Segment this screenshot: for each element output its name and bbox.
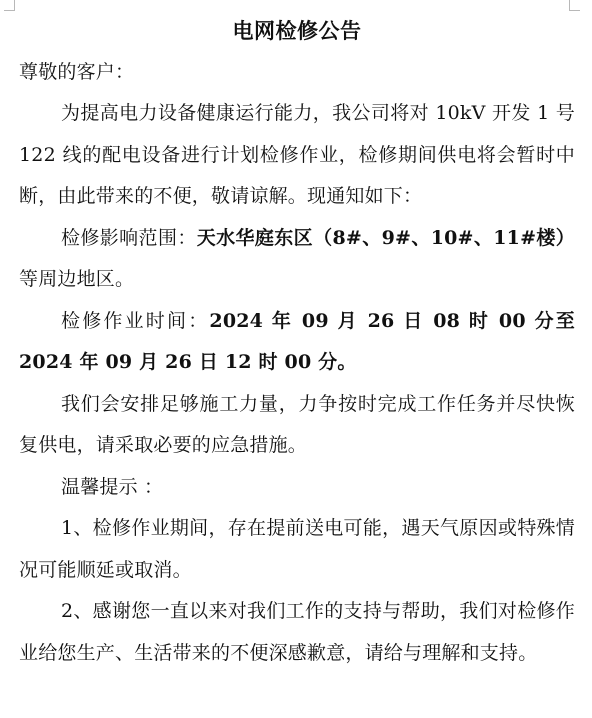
page-corner-mark-left (4, 0, 15, 11)
commitment-paragraph: 我们会安排足够施工力量，力争按时完成工作任务并尽快恢复供电，请采取必要的应急措施。 (19, 392, 575, 456)
scope-label: 检修影响范围： (61, 226, 197, 249)
document-body (19, 12, 575, 674)
intro-paragraph: 为提高电力设备健康运行能力，我公司将对 10kV 开发 1 号 122 线的配电设备进行计划检修作业，检修期间供电将会暂时中断，由此带来的不便，敬请谅解。现通知如下： (19, 102, 575, 207)
scope-suffix: 等周边地区。 (19, 268, 135, 290)
time-label: 检修作业时间： (61, 309, 210, 332)
tips-heading: 温馨提示 ： (61, 475, 164, 498)
page-corner-mark-right (569, 0, 580, 11)
tip-item-2: 2、感谢您一直以来对我们工作的支持与帮助，我们对检修作业给您生产、生活带来的不便深感歉意，请给与理解和支持。 (19, 600, 575, 664)
greeting-line: 尊敬的客户： (19, 61, 135, 83)
notice-title: 电网检修公告 (232, 19, 362, 43)
scope-paragraph (19, 218, 575, 301)
tip-item-1: 1、检修作业期间，存在提前送电可能，遇天气原因或特殊情况可能顺延或取消。 (19, 517, 575, 581)
time-paragraph (19, 301, 575, 384)
scope-value: 天水华庭东区（8#、9#、10#、11#楼） (196, 226, 575, 249)
time-value: 2024 年 09 月 26 日 08 时 00 分至 2024 年 09 月 26 日 12 时 00 分。 (19, 309, 575, 373)
